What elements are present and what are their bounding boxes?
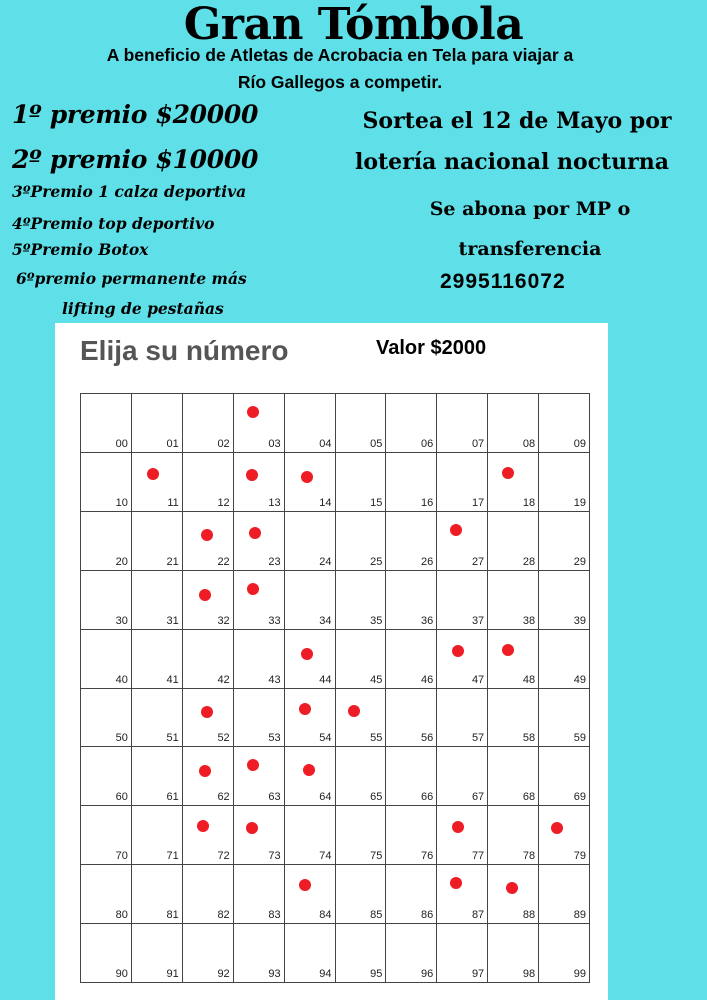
number-label: 46 (421, 673, 434, 686)
taken-marker-icon (197, 820, 209, 832)
number-label: 06 (421, 437, 434, 450)
taken-marker-icon (199, 765, 211, 777)
number-label: 88 (522, 909, 536, 922)
number-cell-35[interactable] (336, 571, 387, 630)
number-cell-36[interactable] (386, 571, 437, 630)
taken-marker-icon (450, 877, 462, 889)
number-cell-60[interactable] (81, 747, 132, 806)
number-cell-49[interactable] (539, 630, 590, 689)
taken-marker-icon (301, 471, 313, 483)
number-label: 44 (319, 673, 332, 686)
number-label: 32 (217, 614, 230, 627)
number-cell-22[interactable] (183, 512, 234, 571)
number-label: 77 (471, 850, 485, 863)
number-label: 22 (217, 555, 230, 568)
number-label: 58 (522, 732, 536, 745)
subtitle-line-1: A beneficio de Atletas de Acrobacia en Tela para viajar a (106, 45, 574, 65)
subtitle-line-2: Río Gallegos a competir. (237, 72, 443, 92)
number-label: 69 (573, 791, 586, 804)
number-cell-81[interactable] (132, 865, 183, 924)
number-cell-86[interactable] (386, 865, 437, 924)
number-label: 84 (319, 909, 332, 922)
number-label: 93 (268, 968, 281, 980)
payment-line-1: Se abona por MP o (429, 198, 631, 220)
number-label: 04 (319, 437, 332, 450)
number-cell-20[interactable] (81, 512, 132, 571)
number-label: 53 (268, 732, 281, 745)
number-cell-27[interactable] (437, 512, 488, 571)
number-grid (80, 393, 590, 983)
prize-3: 3ºPremio 1 calza deportiva (12, 182, 247, 201)
number-label: 01 (166, 437, 179, 450)
draw-date-line-2: lotería nacional nocturna (354, 149, 670, 175)
number-label: 73 (268, 850, 281, 863)
number-cell-10[interactable] (81, 453, 132, 512)
number-label: 29 (573, 555, 586, 568)
number-label: 94 (319, 968, 332, 980)
number-cell-82[interactable] (183, 865, 234, 924)
number-cell-98[interactable] (488, 924, 539, 983)
number-cell-38[interactable] (488, 571, 539, 630)
number-label: 95 (370, 968, 383, 980)
number-cell-09[interactable] (539, 394, 590, 453)
number-cell-48[interactable] (488, 630, 539, 689)
number-label: 45 (370, 673, 383, 686)
number-label: 14 (319, 496, 332, 509)
number-cell-56[interactable] (386, 689, 437, 748)
number-cell-37[interactable] (437, 571, 488, 630)
number-cell-31[interactable] (132, 571, 183, 630)
number-cell-63[interactable] (234, 747, 285, 806)
number-label: 41 (166, 673, 179, 686)
number-cell-50[interactable] (81, 689, 132, 748)
number-cell-11[interactable] (132, 453, 183, 512)
number-label: 47 (471, 673, 485, 686)
number-label: 27 (471, 555, 485, 568)
number-label: 96 (421, 968, 434, 980)
number-cell-28[interactable] (488, 512, 539, 571)
number-cell-76[interactable] (386, 806, 437, 865)
number-label: 15 (370, 496, 383, 509)
taken-marker-icon (502, 644, 514, 656)
prize-4: 4ºPremio top deportivo (12, 214, 215, 233)
number-label: 92 (217, 968, 230, 980)
number-label: 75 (370, 850, 383, 863)
number-label: 85 (370, 909, 383, 922)
taken-marker-icon (246, 822, 258, 834)
number-label: 54 (319, 732, 332, 745)
number-cell-41[interactable] (132, 630, 183, 689)
number-cell-91[interactable] (132, 924, 183, 983)
number-label: 38 (522, 614, 536, 627)
number-label: 71 (166, 850, 179, 863)
number-cell-89[interactable] (539, 865, 590, 924)
number-label: 56 (421, 732, 434, 745)
number-cell-88[interactable] (488, 865, 539, 924)
number-label: 68 (522, 791, 536, 804)
number-cell-42[interactable] (183, 630, 234, 689)
number-cell-75[interactable] (336, 806, 387, 865)
draw-date-line-1: Sortea el 12 de Mayo por (362, 108, 672, 134)
taken-marker-icon (348, 705, 360, 717)
number-cell-29[interactable] (539, 512, 590, 571)
taken-marker-icon (246, 469, 258, 481)
number-cell-16[interactable] (386, 453, 437, 512)
prize-6-line-2: lifting de pestañas (62, 299, 224, 318)
number-label: 26 (421, 555, 434, 568)
number-label: 82 (217, 909, 230, 922)
number-label: 11 (167, 496, 179, 509)
number-label: 81 (166, 909, 179, 922)
number-label: 16 (421, 496, 434, 509)
taken-marker-icon (249, 527, 261, 539)
number-cell-83[interactable] (234, 865, 285, 924)
number-label: 10 (115, 496, 128, 509)
number-cell-94[interactable] (285, 924, 336, 983)
number-label: 90 (115, 968, 128, 980)
number-cell-39[interactable] (539, 571, 590, 630)
number-cell-25[interactable] (336, 512, 387, 571)
number-cell-44[interactable] (285, 630, 336, 689)
number-cell-66[interactable] (386, 747, 437, 806)
number-label: 98 (522, 968, 536, 980)
taken-marker-icon (199, 589, 211, 601)
number-cell-64[interactable] (285, 747, 336, 806)
number-label: 97 (471, 968, 485, 980)
number-cell-61[interactable] (132, 747, 183, 806)
number-label: 23 (268, 555, 281, 568)
number-cell-14[interactable] (285, 453, 336, 512)
number-label: 03 (268, 437, 281, 450)
number-cell-73[interactable] (234, 806, 285, 865)
taken-marker-icon (299, 703, 311, 715)
number-cell-43[interactable] (234, 630, 285, 689)
number-cell-78[interactable] (488, 806, 539, 865)
number-label: 89 (573, 909, 586, 922)
number-label: 42 (217, 673, 230, 686)
number-cell-15[interactable] (336, 453, 387, 512)
number-label: 19 (573, 496, 586, 509)
number-cell-72[interactable] (183, 806, 234, 865)
taken-marker-icon (303, 764, 315, 776)
number-label: 34 (319, 614, 332, 627)
number-cell-24[interactable] (285, 512, 336, 571)
number-cell-95[interactable] (336, 924, 387, 983)
phone-number: 2995116072 (440, 270, 566, 293)
ticket-price: Valor $2000 (376, 337, 487, 359)
number-cell-07[interactable] (437, 394, 488, 453)
taken-marker-icon (201, 529, 213, 541)
number-label: 76 (421, 850, 434, 863)
number-label: 50 (115, 732, 128, 745)
number-cell-04[interactable] (285, 394, 336, 453)
number-label: 25 (370, 555, 383, 568)
number-label: 99 (573, 968, 586, 980)
prize-1: 1º premio $20000 (12, 100, 259, 129)
number-cell-84[interactable] (285, 865, 336, 924)
number-label: 65 (370, 791, 383, 804)
number-label: 09 (573, 437, 586, 450)
number-label: 59 (573, 732, 586, 745)
number-cell-32[interactable] (183, 571, 234, 630)
number-cell-54[interactable] (285, 689, 336, 748)
prize-2: 2º premio $10000 (12, 145, 259, 174)
number-cell-79[interactable] (539, 806, 590, 865)
taken-marker-icon (247, 406, 259, 418)
payment-line-2: transferencia (458, 238, 602, 260)
number-cell-70[interactable] (81, 806, 132, 865)
number-label: 60 (115, 791, 128, 804)
taken-marker-icon (301, 648, 313, 660)
taken-marker-icon (452, 645, 464, 657)
page-title: Gran Tómbola (183, 0, 524, 50)
taken-marker-icon (247, 583, 259, 595)
number-label: 21 (166, 555, 179, 568)
number-label: 78 (522, 850, 536, 863)
number-cell-19[interactable] (539, 453, 590, 512)
number-cell-03[interactable] (234, 394, 285, 453)
number-label: 28 (522, 555, 536, 568)
number-cell-46[interactable] (386, 630, 437, 689)
number-cell-02[interactable] (183, 394, 234, 453)
number-cell-85[interactable] (336, 865, 387, 924)
number-label: 18 (522, 496, 536, 509)
number-cell-17[interactable] (437, 453, 488, 512)
taken-marker-icon (551, 822, 563, 834)
number-label: 91 (166, 968, 179, 980)
number-label: 74 (319, 850, 332, 863)
taken-marker-icon (201, 706, 213, 718)
number-cell-69[interactable] (539, 747, 590, 806)
number-cell-23[interactable] (234, 512, 285, 571)
number-label: 05 (370, 437, 383, 450)
number-cell-67[interactable] (437, 747, 488, 806)
number-label: 48 (522, 673, 536, 686)
number-label: 00 (115, 437, 128, 450)
number-label: 86 (421, 909, 434, 922)
number-cell-51[interactable] (132, 689, 183, 748)
number-cell-40[interactable] (81, 630, 132, 689)
board-heading: Elija su número (80, 335, 289, 366)
number-label: 12 (217, 496, 230, 509)
number-label: 36 (421, 614, 434, 627)
number-label: 72 (217, 850, 230, 863)
number-label: 02 (217, 437, 230, 450)
number-cell-21[interactable] (132, 512, 183, 571)
number-cell-55[interactable] (336, 689, 387, 748)
number-cell-68[interactable] (488, 747, 539, 806)
number-label: 39 (573, 614, 586, 627)
number-cell-58[interactable] (488, 689, 539, 748)
number-label: 24 (319, 555, 332, 568)
number-label: 49 (573, 673, 586, 686)
number-label: 61 (166, 791, 179, 804)
number-cell-80[interactable] (81, 865, 132, 924)
number-label: 64 (319, 791, 332, 804)
number-label: 57 (471, 732, 485, 745)
number-cell-45[interactable] (336, 630, 387, 689)
number-label: 43 (268, 673, 281, 686)
taken-marker-icon (299, 879, 311, 891)
prize-5: 5ºPremio Botox (12, 240, 149, 259)
number-label: 67 (471, 791, 485, 804)
number-cell-13[interactable] (234, 453, 285, 512)
number-cell-62[interactable] (183, 747, 234, 806)
taken-marker-icon (502, 467, 514, 479)
number-cell-90[interactable] (81, 924, 132, 983)
number-label: 87 (471, 909, 485, 922)
number-label: 63 (268, 791, 281, 804)
number-cell-47[interactable] (437, 630, 488, 689)
number-cell-71[interactable] (132, 806, 183, 865)
number-cell-00[interactable] (81, 394, 132, 453)
number-cell-57[interactable] (437, 689, 488, 748)
prize-6-line-1: 6ºpremio permanente más (16, 269, 247, 288)
number-cell-30[interactable] (81, 571, 132, 630)
number-label: 52 (217, 732, 230, 745)
number-label: 51 (166, 732, 179, 745)
number-cell-65[interactable] (336, 747, 387, 806)
number-cell-87[interactable] (437, 865, 488, 924)
number-cell-34[interactable] (285, 571, 336, 630)
number-label: 30 (115, 614, 128, 627)
number-cell-18[interactable] (488, 453, 539, 512)
number-label: 17 (471, 496, 485, 509)
number-label: 35 (370, 614, 383, 627)
number-cell-05[interactable] (336, 394, 387, 453)
number-cell-59[interactable] (539, 689, 590, 748)
number-label: 33 (268, 614, 281, 627)
number-label: 70 (115, 850, 128, 863)
number-cell-92[interactable] (183, 924, 234, 983)
number-cell-33[interactable] (234, 571, 285, 630)
number-label: 40 (115, 673, 128, 686)
number-cell-77[interactable] (437, 806, 488, 865)
number-label: 83 (268, 909, 281, 922)
number-label: 80 (115, 909, 128, 922)
number-label: 79 (573, 850, 586, 863)
number-label: 07 (471, 437, 485, 450)
number-cell-74[interactable] (285, 806, 336, 865)
number-cell-26[interactable] (386, 512, 437, 571)
number-cell-93[interactable] (234, 924, 285, 983)
number-cell-01[interactable] (132, 394, 183, 453)
number-label: 37 (471, 614, 485, 627)
number-label: 62 (217, 791, 230, 804)
number-label: 31 (166, 614, 179, 627)
taken-marker-icon (247, 759, 259, 771)
number-label: 13 (268, 496, 281, 509)
taken-marker-icon (452, 821, 464, 833)
number-cell-97[interactable] (437, 924, 488, 983)
taken-marker-icon (147, 468, 159, 480)
number-cell-96[interactable] (386, 924, 437, 983)
taken-marker-icon (506, 882, 518, 894)
number-label: 20 (115, 555, 128, 568)
number-cell-06[interactable] (386, 394, 437, 453)
number-cell-53[interactable] (234, 689, 285, 748)
number-cell-12[interactable] (183, 453, 234, 512)
number-label: 55 (370, 732, 383, 745)
number-label: 66 (421, 791, 434, 804)
number-cell-08[interactable] (488, 394, 539, 453)
number-cell-99[interactable] (539, 924, 590, 983)
number-cell-52[interactable] (183, 689, 234, 748)
taken-marker-icon (450, 524, 462, 536)
number-label: 08 (522, 437, 536, 450)
